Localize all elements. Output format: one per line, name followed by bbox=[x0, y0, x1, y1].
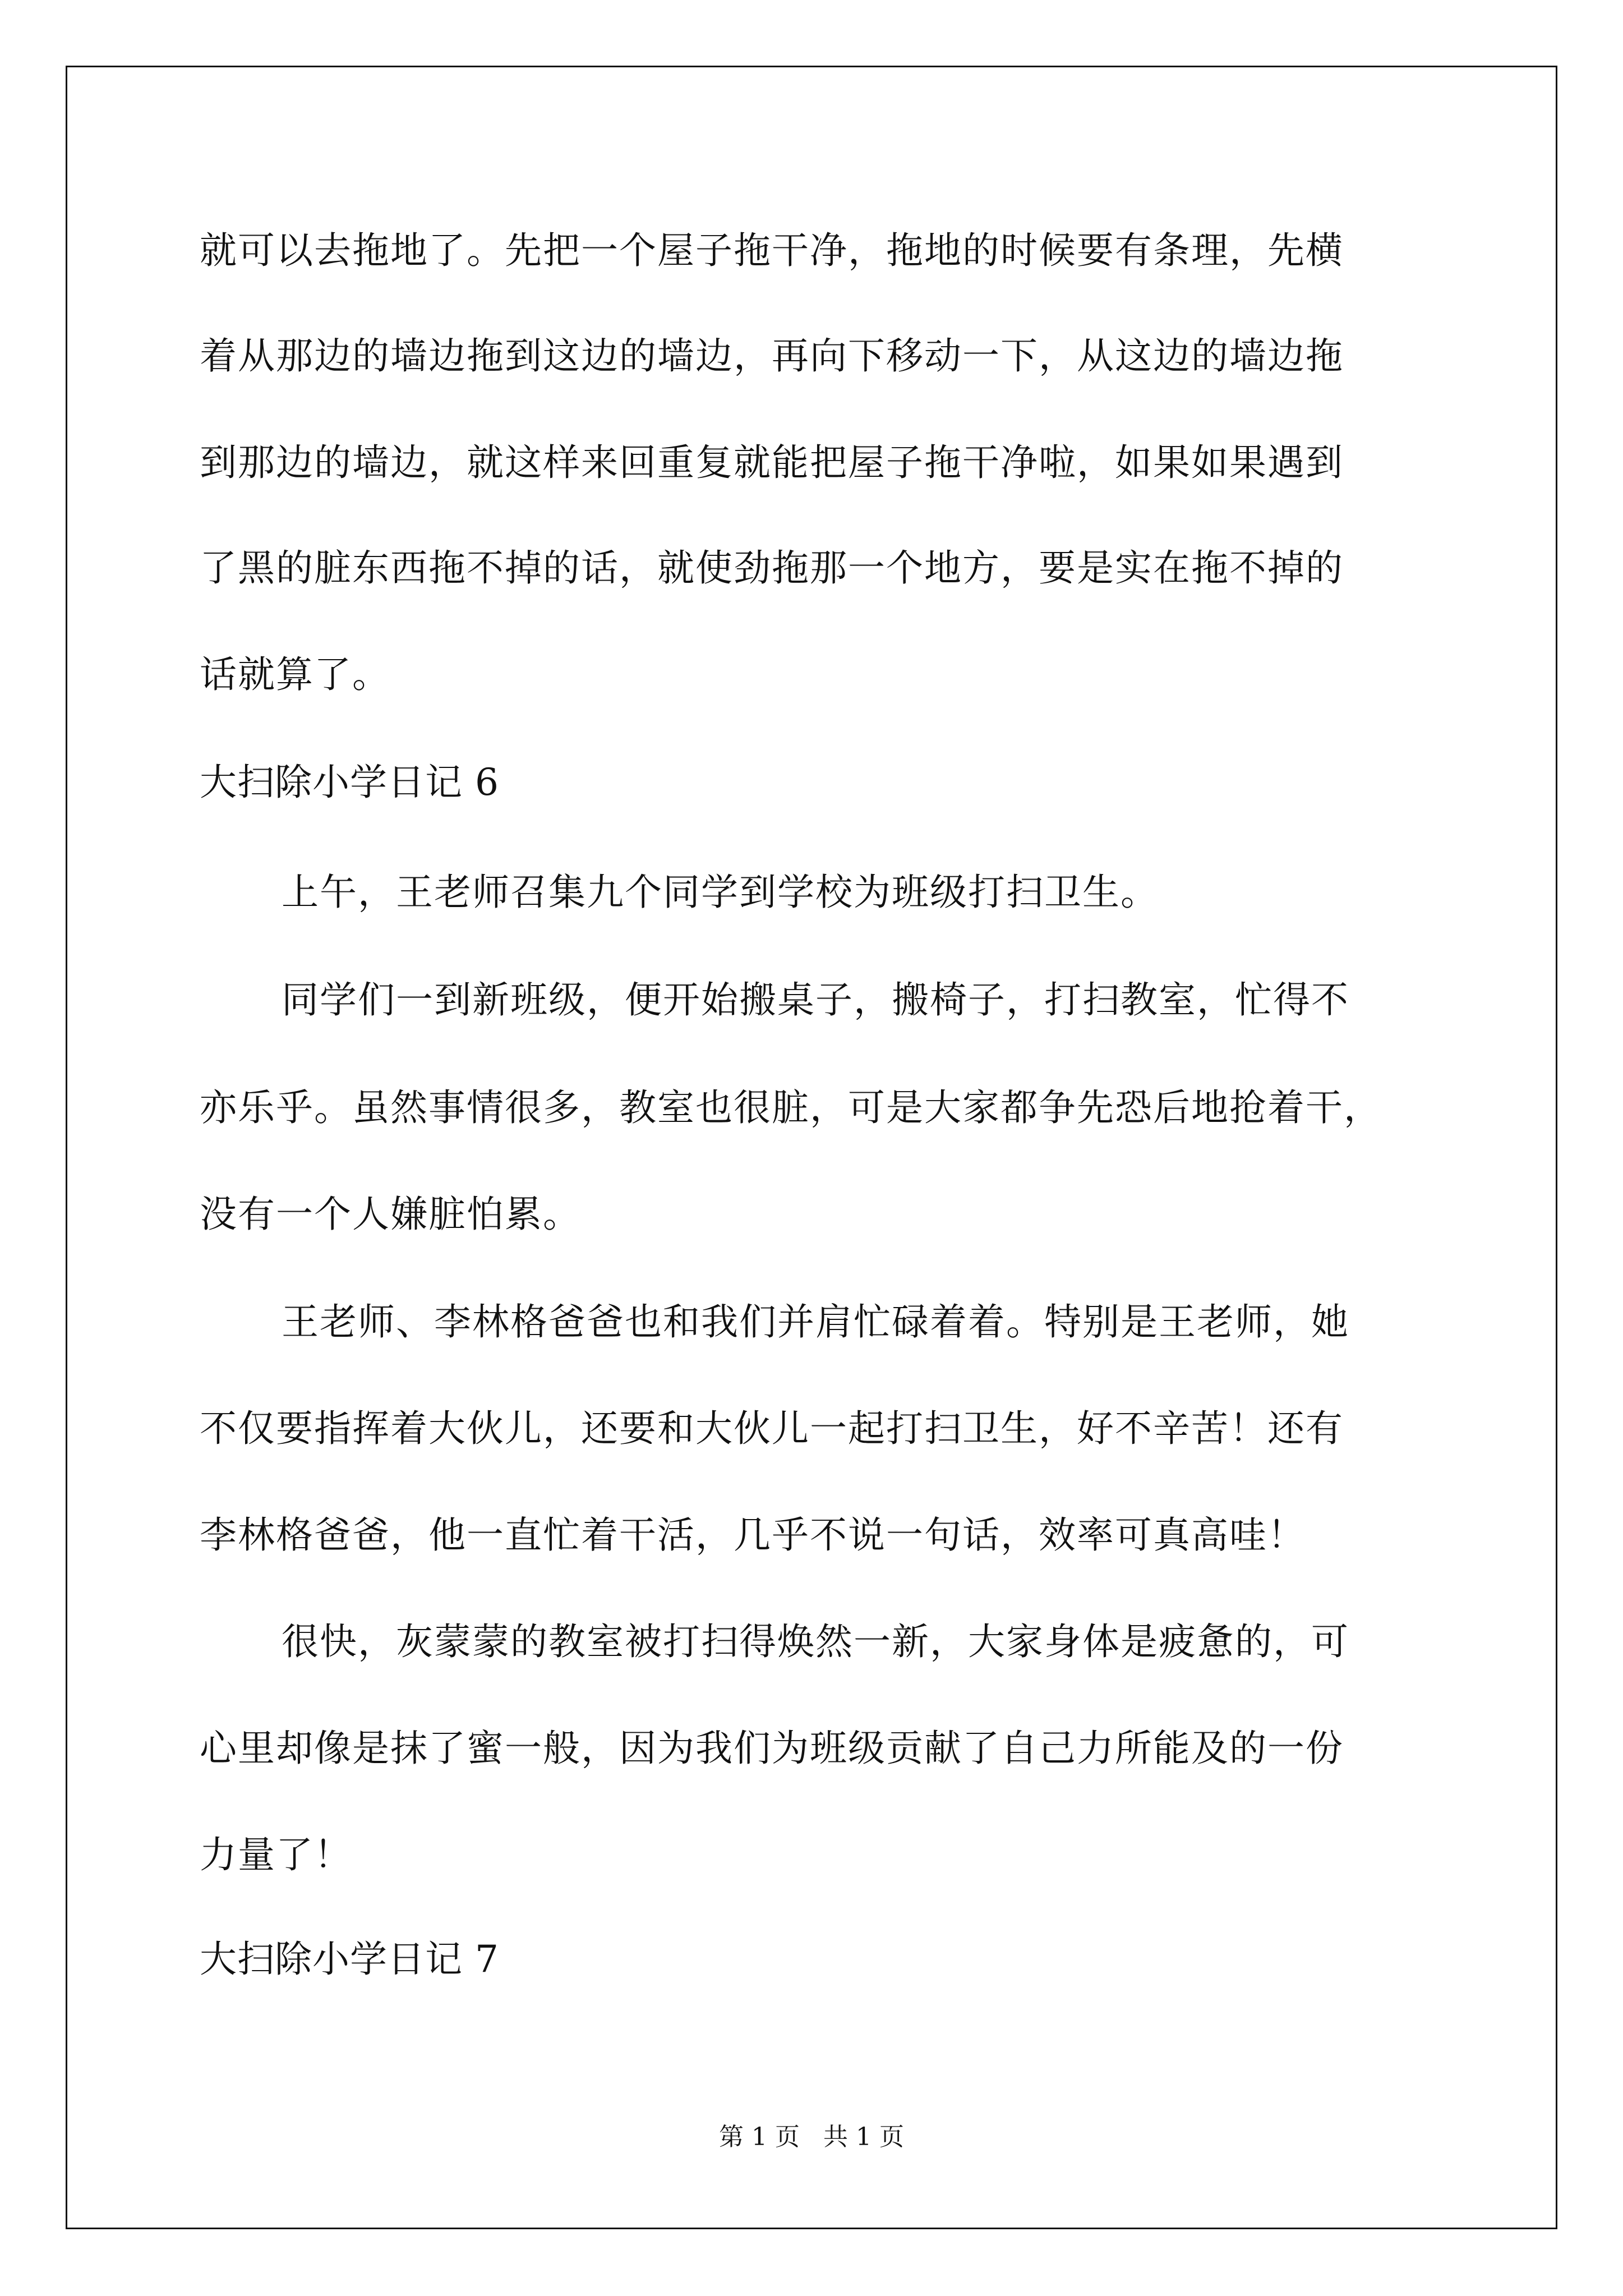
section-heading: 大扫除小学日记 7 bbox=[200, 1938, 499, 1981]
text-line: 没有一个人嫌脏怕累。 bbox=[200, 1193, 581, 1236]
paragraph-start: 很快，灰蒙蒙的教室被打扫得焕然一新，大家身体是疲惫的，可 bbox=[282, 1620, 1349, 1663]
text-line: 力量了！ bbox=[200, 1833, 352, 1876]
text-line: 着从那边的墙边拖到这边的墙边，再向下移动一下，从这边的墙边拖 bbox=[200, 334, 1344, 378]
paragraph-start: 王老师、李林格爸爸也和我们并肩忙碌着着。特别是王老师，她 bbox=[282, 1300, 1349, 1343]
text-line: 话就算了。 bbox=[200, 653, 390, 696]
page-border bbox=[66, 66, 1557, 2229]
text-line: 亦乐乎。虽然事情很多，教室也很脏，可是大家都争先恐后地抢着干， bbox=[200, 1086, 1382, 1129]
text-line: 到那边的墙边，就这样来回重复就能把屋子拖干净啦，如果如果遇到 bbox=[200, 441, 1344, 484]
page-number-footer: 第 1 页 共 1 页 bbox=[719, 2123, 904, 2151]
paragraph-start: 同学们一到新班级，便开始搬桌子，搬椅子，打扫教室，忙得不 bbox=[282, 978, 1349, 1022]
section-heading: 大扫除小学日记 6 bbox=[200, 761, 499, 804]
text-line: 不仅要指挥着大伙儿，还要和大伙儿一起打扫卫生，好不辛苦！还有 bbox=[200, 1407, 1344, 1450]
text-line: 就可以去拖地了。先把一个屋子拖干净，拖地的时候要有条理，先横 bbox=[200, 229, 1344, 272]
text-line: 李林格爸爸，他一直忙着干活，几乎不说一句话，效率可真高哇！ bbox=[200, 1513, 1306, 1557]
paragraph-start: 上午，王老师召集九个同学到学校为班级打扫卫生。 bbox=[282, 871, 1159, 914]
text-line: 了黑的脏东西拖不掉的话，就使劲拖那一个地方，要是实在拖不掉的 bbox=[200, 546, 1344, 590]
text-line: 心里却像是抹了蜜一般，因为我们为班级贡献了自己力所能及的一份 bbox=[200, 1727, 1344, 1770]
